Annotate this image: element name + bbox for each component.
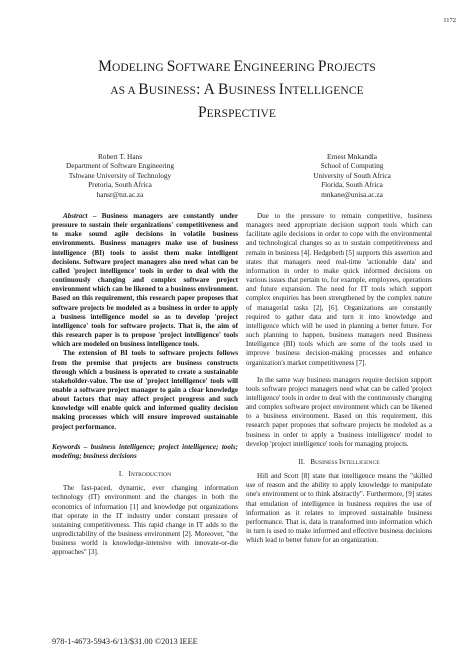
author-dept: Department of Software Engineering — [66, 161, 174, 171]
intro-paragraph: The fast-paced, dynamic, ever changing information technology (IT) environment and the changes in both the economics of information [1] and knowledge put organizations that operate in the IT industry under constant pressure of sustaining competitiveness. This rapid change in IT adds to the unpredictability of the business environment [2]. Moreover, "the business world is knowledge-intensive with innovate-or-die approaches" [3]. — [52, 484, 238, 557]
author-org: University of South Africa — [313, 170, 391, 180]
body-paragraph: In the same way business managers require decision support tools software project managers need what can be called 'project intelligence' tools in order to deal with the continuously changing and complex software project environment which can be likened to a business environment. Based on this requirement, this research paper proposes that software projects be modeled as a business in order to apply a 'business intelligence' model to develop 'project intelligence' tools for managing projects. — [246, 375, 432, 448]
author-dept: School of Computing — [320, 161, 384, 171]
author-location: Florida, South Africa — [321, 180, 383, 190]
left-column — [52, 212, 238, 557]
abstract-label: Abstract – — [63, 212, 97, 220]
author-name: Ernest Mnkandla — [326, 152, 378, 161]
paper-title — [30, 56, 444, 125]
title-line-2: AS A BUSINESS: A BUSINESS INTELLIGENCE — [110, 81, 364, 98]
author-1 — [30, 152, 210, 199]
page-number: 1172 — [443, 17, 456, 24]
abstract-paragraph-2: The extension of BI tools to software projects follows from the premise that projects are business constructs through which a business is operated to create a sustainable stakeholder-value. The use of 'project intelligence' tools will enable a software project manager to gain a clear knowledge about factors that may affect project progress and such knowledge will enable quick and informed quality decision making processes which will ensure improved sustainable project performance. — [52, 349, 238, 431]
title-line-1: MODELING SOFTWARE ENGINEERING PROJECTS — [98, 58, 376, 75]
abstract-paragraph — [52, 212, 238, 349]
keywords: Keywords – business intelligence; project intelligence; tools; modeling; business decisions — [52, 442, 238, 460]
author-block — [30, 152, 444, 204]
author-email: hansr@tut.ac.za — [96, 189, 144, 199]
body-paragraph: Due to the pressure to remain competitive, business managers need appropriate decision support tools which can facilitate agile decisions in order to cope with the environmental and technological changes so as to sustain competitiveness and remain in business [4]. Hedgebeth [5] supports this assertion and states that managers need real-time 'actionable data' and information in order to make quick informed decisions on various issues that pertain to, for example, employees, operations and future expansion. The need for IT tools which support complex enquiries has been strengthened by the complex nature of managerial tasks [2], [6]. Organizations are constantly required to gather data and turn it into knowledge and intelligence which will be used in planning a better future. For such planning to happen, business managers need Business Intelligence (BI) tools which are some of the tools used to improve business decision-making processes and enhance organization's market competitiveness [7]. — [246, 212, 432, 367]
author-name: Robert T. Hans — [97, 152, 143, 161]
abstract-text: Business managers are constantly under pressure to sustain their organizations' competitiveness and to make sound agile decisions in volatile business environments. Business managers make use of business intelligence (BI) tools to assist them make intelligent decisions. Software project managers also need what can be called 'project intelligence' tools in order to deal with the continuously changing and complex software project environment which can be likened to a business environment. Based on this requirement, this research paper proposes that software projects be modeled as a business in order to apply a business intelligence model so as to develop 'project intelligence' tools for software projects. That is, the aim of this research paper is to propose 'project intelligence' tools which are modeled on business intelligence tools. — [52, 212, 238, 349]
right-column — [246, 212, 432, 545]
section-heading-business-intelligence: II. BUSINESS INTELLIGENCE — [298, 457, 380, 466]
author-2 — [262, 152, 442, 199]
copyright-footer: 978-1-4673-5943-6/13/$31.00 ©2013 IEEE — [52, 637, 198, 646]
author-email: mnkane@unisa.ac.za — [321, 189, 383, 199]
author-location: Pretoria, South Africa — [88, 180, 152, 190]
title-line-3: PERSPECTIVE — [197, 104, 277, 121]
section-heading-introduction: I. INTRODUCTION — [118, 470, 172, 479]
body-paragraph: Hill and Scott [8] state that intelligence means the "skilled use of reason and the ability to apply knowledge to manipulate one's environment or to think abstractly". Furthermore, [9] states that emulation of intelligence in business requires the use of information as it relates to improved sustainable business performance. That is, data is transformed into information which in turn is used to make informed and effective business decisions which lead to better future for an organization. — [246, 472, 432, 545]
author-org: Tshwane University of Technology — [68, 170, 172, 180]
